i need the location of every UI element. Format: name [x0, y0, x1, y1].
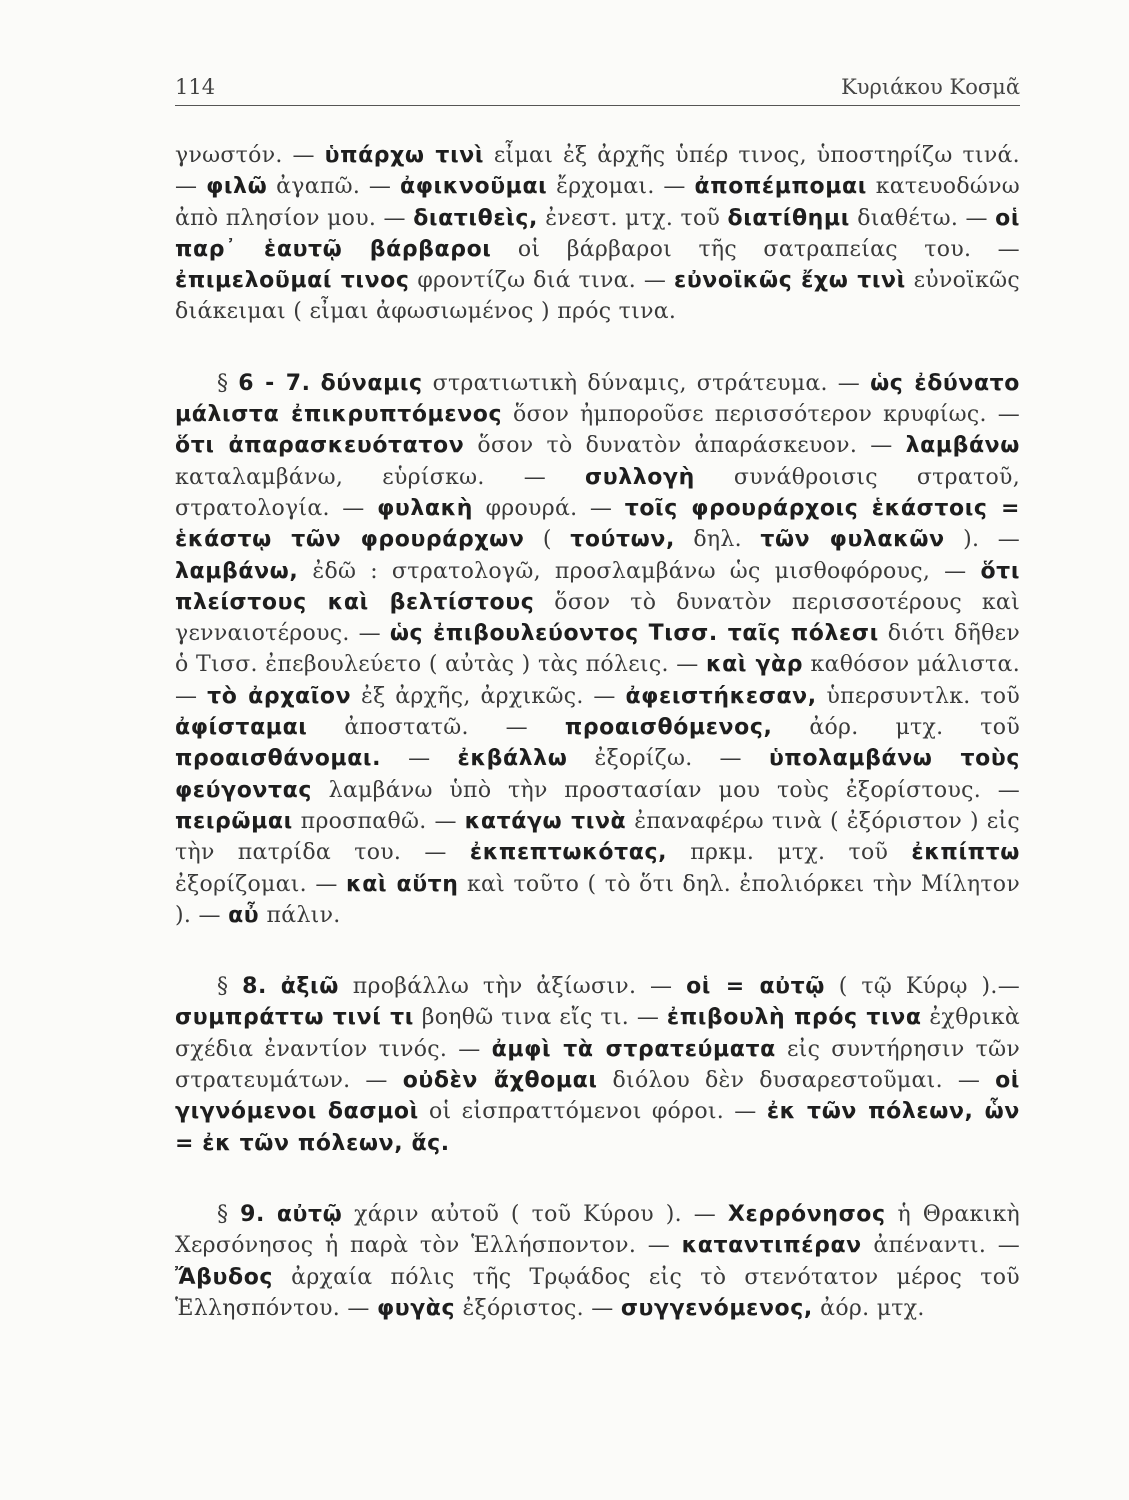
headword: οἱ παρ᾽ ἑαυτῷ βάρβαροι — [175, 205, 1020, 262]
gloss-text: — — [381, 746, 458, 772]
headword: Ἄβυδος — [175, 1264, 274, 1290]
gloss-text: ἐνεστ. μτχ. τοῦ — [537, 205, 728, 231]
headword: ὅτι πλείστους καὶ βελτίστους — [175, 558, 1020, 615]
headword: οὐδὲν ἄχθομαι — [402, 1068, 598, 1094]
headword: Χερρόνησος — [727, 1201, 886, 1227]
gloss-text: προβάλλω τὴν ἀξίωσιν. — — [338, 974, 687, 1000]
headword: ἀφικνοῦμαι — [400, 174, 548, 200]
headword: ἐκβάλλω — [457, 746, 568, 772]
headword: συμπράττω τινί τι — [175, 1005, 414, 1031]
headword: ὑπάρχω τινὶ — [324, 143, 484, 168]
gloss-text: διότι δῆθεν ὁ Τισσ. ἐπεβουλεύετο ( αὐτὰς ) τὰς πόλεις. — — [175, 621, 1021, 678]
headword: τῶν φυλακῶν — [760, 527, 945, 553]
gloss-text: καταλαμβάνω, εὑρίσκω. — — [175, 464, 586, 490]
gloss-text: ( — [524, 527, 571, 553]
headword: ὡς ἐδύνατο μάλιστα ἐπικρυπτόμενος — [175, 370, 1021, 428]
gloss-text: πάλιν. — [259, 902, 341, 928]
gloss-text — [265, 1202, 277, 1227]
gloss-text: ἀποστατῶ. — — [307, 715, 565, 741]
headword: προαισθάνομαι. — [175, 746, 382, 772]
gloss-text: οἱ εἰσπραττόμενοι φόροι. — — [418, 1099, 767, 1125]
gloss-text: πρκμ. μτχ. τοῦ — [667, 840, 912, 866]
gloss-text: γνωστόν. — — [175, 143, 325, 168]
gloss-text: οἱ βάρβαροι τῆς σατραπείας του. — — [491, 236, 1020, 262]
gloss-text: κατευοδώνω ἀπὸ πλησίον μου. — — [175, 174, 1021, 231]
headword: διατίθημι — [727, 205, 850, 231]
gloss-text — [267, 974, 281, 999]
headword: τοῖς φρουράρχοις ἑκάστοις = ἑκάστῳ τῶν φρουράρχων — [175, 495, 1020, 553]
gloss-text: § — [217, 974, 243, 1000]
headword: διατιθεὶς, — [413, 205, 538, 231]
headword: καὶ αὕτη — [346, 871, 459, 897]
headword: ὅτι ἀπαρασκευότατον — [175, 433, 465, 459]
headword: τούτων, — [570, 527, 675, 553]
headword: ἀξιῶ — [280, 974, 339, 1000]
gloss-text: ). — — [944, 527, 1021, 553]
gloss-text: φρουρά. — — [473, 495, 625, 521]
gloss-text: ὅσον τὸ δυνατὸν ἀπαράσκευον. — — [464, 433, 906, 459]
headword: φυλακὴ — [377, 495, 474, 521]
gloss-text: ὅσον τὸ δυνατὸν περισσοτέρους καὶ γενναιοτέρους. — — [175, 589, 1021, 647]
gloss-text: καθόσον μάλιστα. — — [175, 652, 1020, 709]
headword: τὸ ἀρχαῖον — [207, 683, 352, 709]
headword: εὐνοϊκῶς ἔχω τινὶ — [673, 268, 906, 294]
paragraph — [175, 140, 1020, 328]
gloss-text: εἶμαι ἐξ ἀρχῆς ὑπέρ τινος, ὑποστηρίζω τινά. — — [175, 143, 1020, 200]
paragraph — [175, 971, 1020, 1159]
gloss-text: καὶ τοῦτο ( τὸ ὅτι δηλ. ἐπολιόρκει τὴν Μίλητον ). — — [175, 871, 1021, 928]
gloss-text: ἀπέναντι. — — [861, 1233, 1021, 1259]
gloss-text: δηλ. — [674, 527, 761, 553]
gloss-text: ἀρχαία πόλις τῆς Τρῳάδος εἰς τὸ στενότατον μέρος τοῦ Ἑλλησπόντου. — — [175, 1264, 1020, 1321]
gloss-text: ἡ Θρακικὴ Χερσόνησος ἡ παρὰ τὸν Ἑλλήσποντον. — — [175, 1201, 1021, 1259]
headword: φυγὰς — [376, 1295, 456, 1321]
running-title: Κυριάκου Κοσμᾶ — [841, 75, 1020, 99]
paragraph — [175, 368, 1020, 931]
gloss-text: ἐπαναφέρω τινὰ ( ἐξόριστον ) εἰς τὴν πατρίδα του. — — [175, 808, 1020, 866]
gloss-text: βοηθῶ τινα εἴς τι. — — [413, 1005, 667, 1031]
headword: κατάγω τινὰ — [464, 808, 627, 834]
gloss-text: ἀόρ. μτχ. — [812, 1295, 925, 1321]
headword: αὐτῷ — [276, 1201, 343, 1227]
headword: ἐκπεπτωκότας, — [469, 840, 668, 866]
headword: δύναμις — [320, 370, 423, 396]
gloss-text: φροντίζω διά τινα. — — [409, 268, 674, 294]
headword: καταντιπέραν — [681, 1233, 862, 1259]
headword: λαμβάνω — [905, 433, 1020, 459]
headword: ἀμφὶ τὰ στρατεύματα — [491, 1036, 776, 1062]
headword: οἱ = αὐτῷ — [686, 974, 825, 1000]
gloss-text: διόλου δὲν δυσαρεστοῦμαι. — — [597, 1068, 996, 1094]
paragraph — [175, 1199, 1020, 1324]
headword: λαμβάνω, — [175, 558, 299, 584]
headword: φιλῶ — [206, 174, 268, 200]
gloss-text: εἰς συντήρησιν τῶν στρατευμάτων. — — [175, 1036, 1020, 1094]
gloss-text: ἐξορίζω. — — [567, 746, 769, 772]
headword: ἀφίσταμαι — [175, 715, 308, 741]
headword: 6 - 7. — [238, 370, 311, 396]
gloss-text: ἐξ ἀρχῆς, ἀρχικῶς. — — [351, 683, 626, 709]
gloss-text — [311, 371, 321, 396]
gloss-text: ἀόρ. μτχ. τοῦ — [772, 715, 1021, 741]
headword: ἐπιβουλὴ πρός τινα — [666, 1005, 922, 1031]
gloss-text: ἐξόριστος. — — [455, 1295, 621, 1321]
gloss-text: ( τῷ Κύρῳ ).— — [825, 974, 1021, 1000]
gloss-text: ἐξορίζομαι. — — [175, 871, 347, 897]
headword: 9. — [240, 1201, 265, 1227]
gloss-text: ἐχθρικὰ σχέδια ἐναντίον τινός. — — [175, 1005, 1020, 1062]
running-header — [175, 70, 1020, 106]
headword: ὡς ἐπιβουλεύοντος Τισσ. ταῖς πόλεσι — [389, 621, 879, 647]
gloss-text: ὅσον ἠμποροῦσε περισσότερον κρυφίως. — — [502, 402, 1021, 428]
page-number: 114 — [175, 75, 216, 99]
gloss-text: εὐνοϊκῶς διάκειμαι ( εἶμαι ἀφωσιωμένος ) πρός τινα. — [175, 268, 1020, 325]
headword: ἀποπέμπομαι — [694, 174, 867, 200]
gloss-text: ἐδῶ : στρατολογῶ, προσλαμβάνω ὡς μισθοφόρους, — — [298, 558, 981, 584]
gloss-text: προσπαθῶ. — — [292, 808, 465, 834]
headword: 8. — [242, 974, 267, 1000]
headword: ἐπιμελοῦμαί τινος — [175, 268, 410, 294]
headword: ἐκ τῶν πόλεων, ὧν = ἐκ τῶν πόλεων, ἅς. — [175, 1099, 1020, 1156]
headword: ἀφειστήκεσαν, — [625, 683, 817, 709]
gloss-text: § — [217, 1201, 241, 1227]
headword: συγγενόμενος, — [620, 1295, 813, 1321]
headword: ἐκπίπτω — [911, 840, 1020, 866]
gloss-text: λαμβάνω ὑπὸ τὴν προστασίαν μου τοὺς ἐξορίστους. — — [312, 777, 1020, 803]
gloss-text: χάριν αὐτοῦ ( τοῦ Κύρου ). — — [342, 1201, 728, 1227]
headword: προαισθόμενος, — [564, 715, 773, 741]
headword: πειρῶμαι — [175, 808, 293, 834]
headword: συλλογὴ — [585, 464, 695, 490]
gloss-text: ὑπερσυντλκ. τοῦ — [816, 683, 1021, 709]
gloss-text: § — [217, 370, 239, 396]
gloss-text: ἔρχομαι. — — [547, 174, 695, 200]
headword: καὶ γὰρ — [705, 652, 804, 678]
headword: οἱ γιγνόμενοι δασμοὶ — [175, 1068, 1020, 1125]
body-text — [175, 140, 1020, 1324]
headword: ὑπολαμβάνω τοὺς φεύγοντας — [175, 746, 1020, 803]
gloss-text: στρατιωτικὴ δύναμις, στράτευμα. — — [422, 370, 871, 396]
gloss-text: ἀγαπῶ. — — [267, 174, 400, 200]
gloss-text: συνάθροισις στρατοῦ, στρατολογία. — — [175, 464, 1021, 521]
gloss-text: διαθέτω. — — [849, 205, 996, 231]
headword: αὖ — [228, 902, 260, 928]
